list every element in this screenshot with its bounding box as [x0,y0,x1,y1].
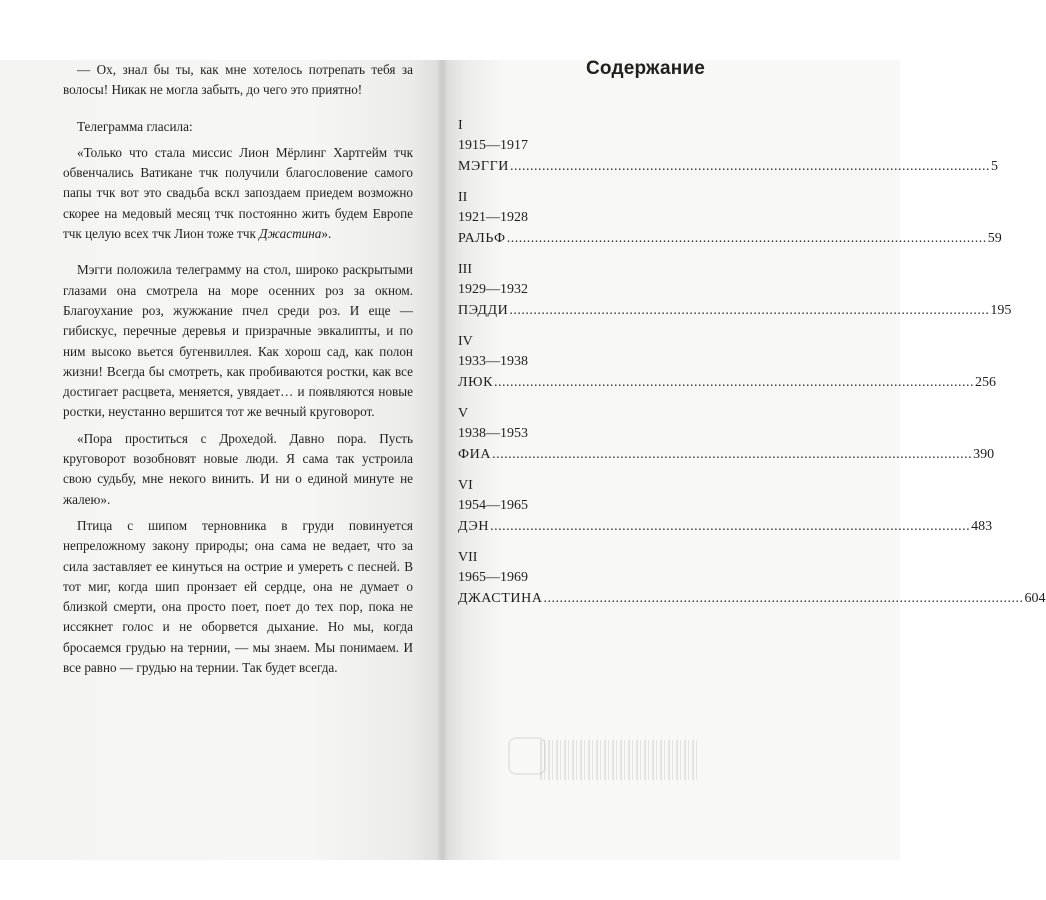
telegram-tail: ». [321,226,332,242]
toc-part-number: I [458,118,463,133]
toc-line [458,516,993,537]
toc-leader-dots: ........................................................................................................................ [494,375,975,390]
toc-entry [458,188,1002,249]
toc-chapter-name: МЭГГИ [458,159,509,174]
toc-years: 1933—1938 [458,354,528,369]
paragraph-meggie: Мэгги положила телеграмму на стол, широко раскрытыми глазами она смотрела на море осенних роз за окном. Благоухание роз, жужжание пчел среди роз. И еще — гибискус, перечные деревья и призрачные эвкалипты, и по ним высоко вьется бугенвиллея. Как хорош сад, как полон жизни! Всегда бы смотреть, как пробиваются ростки, как все достигает расцвета, меняется, увядает… и появляются новые ростки, неустанно вершится тот же вечный круговорот. [63,262,413,420]
toc-leader-dots: ........................................................................................................................ [492,447,973,462]
toc-chapter-name: ЛЮК [458,375,494,390]
telegram-signature: Джастина [259,226,322,242]
toc-leader-dots: ........................................................................................................................ [509,303,990,318]
toc-page-number: 59 [987,231,1002,246]
toc-chapter-name: ДЖАСТИНА [458,591,543,606]
toc-years: 1921—1928 [458,210,528,225]
paragraph-telegram [63,143,413,244]
toc-part-number: V [458,406,469,421]
toc-chapter-name: РАЛЬФ [458,231,506,246]
toc-line [458,228,1002,249]
toc-page-number: 483 [971,519,993,534]
toc-years: 1938—1953 [458,426,528,441]
paragraph-telegram-intro: Телеграмма гласила: [77,118,193,134]
toc-page-number: 5 [991,159,998,174]
telegram-text: «Только что стала миссис Лион Мёрлинг Хартгейм тчк обвенчались Ватикане тчк получили благословение самого папы тчк вот это свадьба вскл запоздаем приедем возможно скорее на медовый месяц тчк постоянно жить будем Европе тчк целую всех тчк Лион тоже тчк [63,144,413,242]
toc-leader-dots: ........................................................................................................................ [490,519,971,534]
toc-years: 1929—1932 [458,282,528,297]
toc-page-number: 604 [1024,591,1046,606]
toc-entry [458,260,1012,321]
toc-part-number: II [458,190,468,205]
toc-line [458,444,995,465]
toc-line [458,588,1046,609]
left-page-text [63,60,413,694]
table-of-contents [458,116,1046,620]
show-through-barcode [540,740,700,780]
toc-entry [458,116,998,177]
toc-years: 1915—1917 [458,138,528,153]
paragraph-thornbird: Птица с шипом терновника в груди повинуется непреложному закону природы; она сама не ведает, что за сила заставляет ее кинуться на острие и умереть с песней. В тот миг, когда шип пронзает ей сердце, она не думает о близкой смерти, она просто поет, поет до тех пор, пока не иссякнет голос и не оборвется дыхание. Но мы, когда бросаемся грудью на тернии, — мы знаем. Мы понимаем. И все равно — грудью на тернии. Так будет всегда. [63,517,413,676]
toc-title: Содержание [586,58,706,79]
toc-page-number: 256 [975,375,997,390]
toc-entry [458,332,997,393]
toc-entry [458,548,1046,609]
paragraph-dialogue: — Ох, знал бы ты, как мне хотелось потрепать тебя за волосы! Никак не могла забыть, до чего это приятно! [63,62,413,98]
toc-part-number: VI [458,478,473,493]
toc-chapter-name: ДЭН [458,519,490,534]
toc-entry [458,404,995,465]
toc-leader-dots: ........................................................................................................................ [510,159,990,174]
toc-page-number: 390 [973,447,995,462]
toc-part-number: IV [458,334,473,349]
paragraph-farewell: «Пора проститься с Дрохедой. Давно пора. Пусть круговорот возобновят новые люди. Я сама так устроила свою судьбу, мне некого винить. И ни о единой минуте не жалею». [63,430,413,507]
toc-part-number: III [458,262,472,277]
toc-page-number: 195 [990,303,1012,318]
toc-line [458,156,998,177]
toc-years: 1965—1969 [458,570,528,585]
toc-part-number: VII [458,550,478,565]
toc-chapter-name: ФИА [458,447,492,462]
toc-leader-dots: ........................................................................................................................ [543,591,1024,606]
toc-entry [458,476,993,537]
toc-leader-dots: ........................................................................................................................ [506,231,987,246]
toc-years: 1954—1965 [458,498,528,513]
book-gutter [436,60,448,860]
toc-chapter-name: ПЭДДИ [458,303,509,318]
toc-line [458,372,997,393]
toc-line [458,300,1012,321]
